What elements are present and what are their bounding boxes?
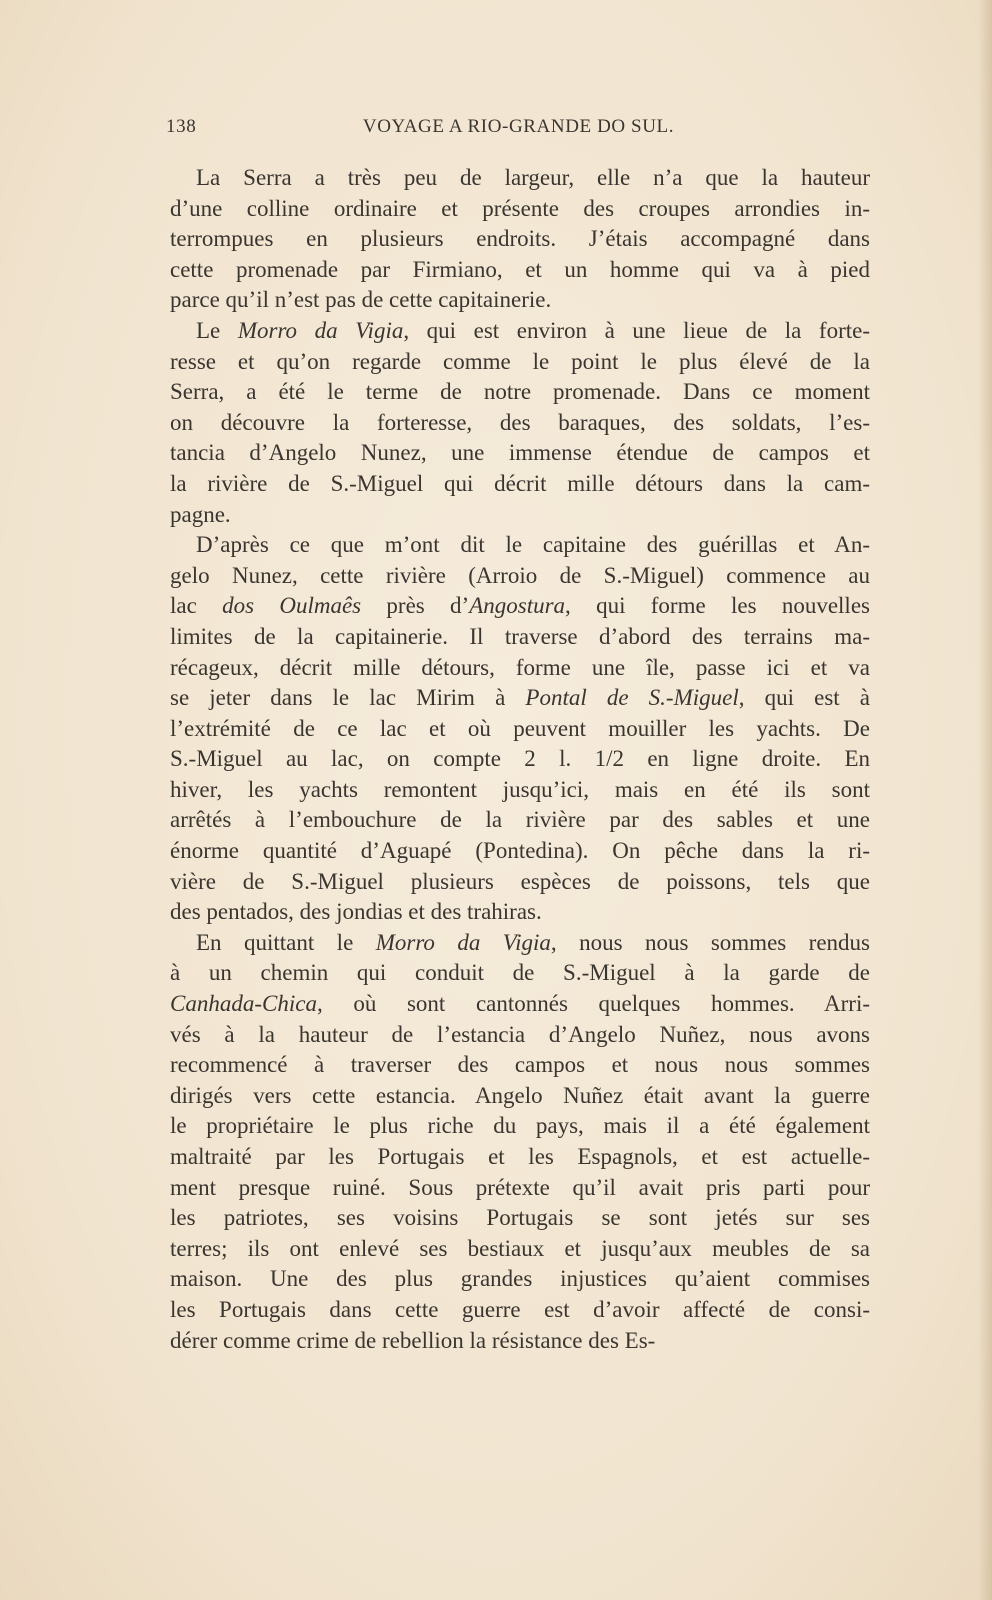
text-run: récageux, décrit mille détours, forme une île, passe ici et va <box>170 654 870 680</box>
text-line <box>170 347 870 378</box>
running-title: VOYAGE A RIO-GRANDE DO SUL. <box>362 116 675 137</box>
italic-text: Pontal de S.-Miguel <box>525 685 739 711</box>
text-line <box>170 714 870 745</box>
paragraph <box>170 316 870 530</box>
text-line <box>170 1111 870 1142</box>
text-line <box>170 1295 870 1326</box>
text-run: parce qu’il n’est pas de cette capitainerie. <box>170 287 552 313</box>
text-line <box>170 1081 870 1112</box>
text-line <box>170 438 870 469</box>
text-line <box>170 316 870 347</box>
text-line <box>170 224 870 255</box>
text-run: les patriotes, ses voisins Portugais se sont jetés sur ses <box>170 1205 870 1231</box>
text-run: D’après ce que m’ont dit le capitaine des guérillas et An- <box>196 532 870 558</box>
text-run: dirigés vers cette estancia. Angelo Nuñez était avant la guerre <box>170 1082 870 1108</box>
text-line <box>170 1020 870 1051</box>
text-run: dérer comme crime de rebellion la résistance des Es- <box>170 1327 656 1353</box>
paragraph <box>170 163 870 316</box>
text-run: vés à la hauteur de l’estancia d’Angelo Nuñez, nous avons <box>170 1021 870 1047</box>
text-line <box>170 958 870 989</box>
body-text <box>170 163 870 1356</box>
text-run: maltraité par les Portugais et les Espagnols, et est actuelle- <box>170 1144 870 1169</box>
text-run: cette promenade par Firmiano, et un homme qui va à pied <box>170 256 870 282</box>
text-run: se jeter dans le lac Mirim à <box>170 685 526 711</box>
text-line <box>170 897 870 928</box>
text-line <box>170 867 870 898</box>
text-line <box>170 408 870 439</box>
text-line <box>170 1050 870 1081</box>
text-run: énorme quantité d’Aguapé (Pontedina). On pêche dans la ri- <box>170 838 870 864</box>
paragraph <box>170 530 870 928</box>
text-run: , nous nous sommes rendus <box>550 929 870 955</box>
text-run: la rivière de S.-Miguel qui décrit mille détours dans la cam- <box>170 470 870 496</box>
text-run: le propriétaire le plus riche du pays, mais il a été également <box>170 1113 870 1139</box>
text-run: arrêtés à l’embouchure de la rivière par des sables et une <box>170 807 870 833</box>
text-run: Le <box>196 317 238 343</box>
text-line <box>170 805 870 836</box>
text-line <box>170 163 870 194</box>
text-line <box>170 653 870 684</box>
running-header <box>166 116 871 146</box>
paragraph <box>170 928 870 1356</box>
text-line <box>170 989 870 1020</box>
text-run: on découvre la forteresse, des baraques, des soldats, l’es- <box>170 409 870 435</box>
text-run: les Portugais dans cette guerre est d’avoir affecté de consi- <box>170 1296 870 1322</box>
italic-text: Morro da Vigia <box>237 317 404 343</box>
text-line <box>170 194 870 225</box>
text-line <box>170 1264 870 1295</box>
text-line <box>170 500 870 531</box>
text-line <box>170 1326 870 1357</box>
text-run: d’une colline ordinaire et présente des croupes arrondies in- <box>170 195 870 221</box>
text-run: à un chemin qui conduit de S.-Miguel à la garde de <box>170 960 870 986</box>
text-run: hiver, les yachts remontent jusqu’ici, mais en été ils sont <box>170 776 870 802</box>
text-line <box>170 744 870 775</box>
text-run: lac <box>170 593 223 619</box>
text-run: limites de la capitainerie. Il traverse d’abord des terrains ma- <box>170 623 870 649</box>
text-run: maison. Une des plus grandes injustices qu’aient commises <box>170 1266 870 1292</box>
text-run: l’extrémité de ce lac et où peuvent mouiller les yachts. De <box>170 715 870 741</box>
text-run: resse et qu’on regarde comme le point le plus élevé de la <box>170 348 870 374</box>
page-number: 138 <box>166 116 197 137</box>
text-line <box>170 561 870 592</box>
text-run: pagne. <box>170 501 231 527</box>
text-run: S.-Miguel au lac, on compte 2 l. 1/2 en ligne droite. En <box>170 746 870 772</box>
text-line <box>170 1142 870 1173</box>
text-run: , qui est à <box>738 685 870 711</box>
text-line <box>170 469 870 500</box>
text-line <box>170 1203 870 1234</box>
italic-text: Canhada-Chica <box>170 991 317 1017</box>
text-run: La Serra a très peu de largeur, elle n’a que la hauteur <box>196 165 870 190</box>
text-run: gelo Nunez, cette rivière (Arroio de S.-Miguel) commence au <box>170 562 870 588</box>
text-line <box>170 591 870 622</box>
text-run: En quittant le <box>196 929 376 955</box>
text-line <box>170 255 870 286</box>
text-line <box>170 836 870 867</box>
text-run: terrompues en plusieurs endroits. J’étais accompagné dans <box>170 226 870 252</box>
text-line <box>170 928 870 959</box>
italic-text: Angostura <box>469 593 566 619</box>
text-line <box>170 377 870 408</box>
text-run: ment presque ruiné. Sous prétexte qu’il avait pris parti pour <box>170 1174 870 1200</box>
text-run: , où sont cantonnés quelques hommes. Arri- <box>316 991 870 1017</box>
text-run: , qui est environ à une lieue de la forte- <box>403 317 870 343</box>
text-line <box>170 285 870 316</box>
text-line <box>170 622 870 653</box>
text-run: tancia d’Angelo Nunez, une immense étendue de campos et <box>170 440 870 466</box>
text-run: près d’ <box>361 593 470 619</box>
italic-text: dos Oulmaês <box>222 593 362 619</box>
text-line <box>170 1234 870 1265</box>
text-run: recommencé à traverser des campos et nous nous sommes <box>170 1052 870 1078</box>
text-run: Serra, a été le terme de notre promenade. Dans ce moment <box>170 379 870 405</box>
text-line <box>170 683 870 714</box>
text-run: des pentados, des jondias et des trahiras. <box>170 899 542 925</box>
page-edge-shadow <box>978 0 992 1600</box>
italic-text: Morro da Vigia <box>375 929 551 955</box>
text-line <box>170 530 870 561</box>
text-line <box>170 775 870 806</box>
text-run: vière de S.-Miguel plusieurs espèces de poissons, tels que <box>170 868 870 894</box>
text-run: terres; ils ont enlevé ses bestiaux et jusqu’aux meubles de sa <box>170 1235 870 1261</box>
text-run: , qui forme les nouvelles <box>565 593 870 619</box>
text-line <box>170 1173 870 1204</box>
